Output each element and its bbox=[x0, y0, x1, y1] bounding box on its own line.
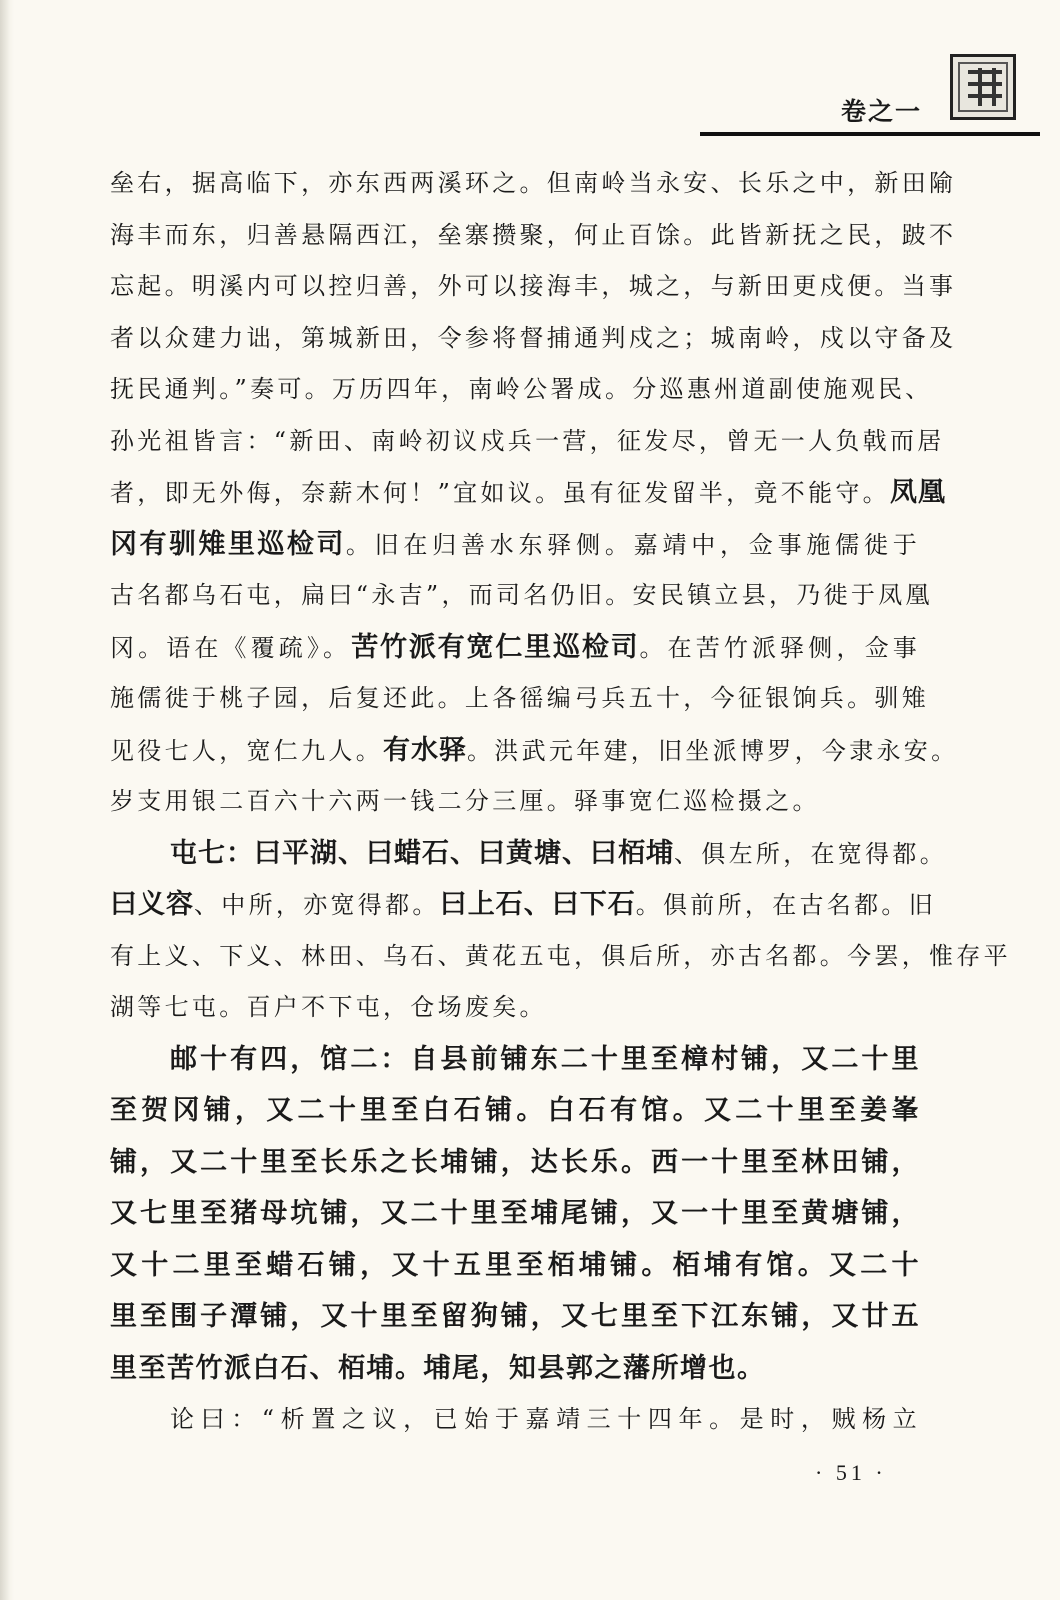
text-segment: 冈。语在《覆疏》。 bbox=[110, 633, 352, 662]
heading-term: 曰义容 bbox=[110, 889, 194, 920]
heading-term: 有水驿 bbox=[383, 734, 467, 766]
text-line bbox=[110, 982, 920, 1034]
text-segment: 见役七人，宽仁九人。 bbox=[110, 736, 383, 765]
text-line bbox=[110, 519, 920, 571]
page-edge-shadow bbox=[0, 0, 14, 1600]
heading-term: 凤凰 bbox=[889, 477, 946, 508]
text-line bbox=[110, 1291, 920, 1343]
text-segment: 。旧在归善水东驿侧。嘉靖中，佥事施儒徙于 bbox=[345, 530, 921, 559]
text-segment: 里至苦竹派白石、栢埔。埔尾，知县郭之藩所增也。 bbox=[110, 1352, 766, 1384]
heading-term: 苦竹派有宽仁里巡检司 bbox=[351, 631, 640, 663]
text-segment: 、俱左所，在宽得都。 bbox=[674, 839, 947, 868]
text-segment: 。洪武元年建，旧坐派博罗，今隶永安。 bbox=[467, 736, 959, 765]
text-segment: 孙光祖皆言：“新田、南岭初议戍兵一营，征发尽，曾无一人负戟而居 bbox=[110, 426, 945, 455]
text-segment: 岁支用银二百六十六两一钱二分三厘。驿事宽仁巡检摄之。 bbox=[110, 787, 820, 815]
text-line bbox=[110, 364, 933, 416]
heading-term: 曰上石、曰下石 bbox=[439, 889, 636, 920]
text-segment: 又十二里至蜡石铺，又十五里至栢埔铺。栢埔有馆。又二十 bbox=[110, 1249, 920, 1281]
body-text bbox=[110, 158, 1011, 1446]
text-segment: 者以众建力诎，第城新田，令参将督捕通判戍之；城南岭，戍以守备及 bbox=[110, 323, 957, 352]
text-segment: 铺，又二十里至长乐之长埔铺，达长乐。西一十里至林田铺， bbox=[110, 1146, 920, 1178]
text-line bbox=[110, 879, 937, 931]
text-line bbox=[110, 776, 920, 828]
text-line bbox=[110, 210, 957, 262]
text-segment: 又七里至猪母坑铺，又二十里至埔尾铺，又一十里至黄塘铺， bbox=[110, 1198, 920, 1229]
text-line bbox=[110, 158, 957, 210]
chapter-title: 卷之一 bbox=[840, 97, 922, 126]
text-segment: 垒右，据高临下，亦东西两溪环之。但南岭当永安、长乐之中，新田隃 bbox=[110, 169, 957, 197]
text-line bbox=[110, 261, 957, 313]
header-rule bbox=[700, 132, 1040, 136]
text-line bbox=[110, 1085, 920, 1137]
text-segment: 。在苦竹派驿侧，佥事 bbox=[639, 633, 921, 662]
text-line bbox=[110, 1240, 920, 1292]
text-line bbox=[110, 673, 929, 725]
text-segment: 有上义、下义、林田、乌石、黄花五屯，俱后所，亦古名都。今罢，惟存平 bbox=[110, 941, 1011, 970]
page-number: · 51 · bbox=[815, 1460, 887, 1485]
text-line bbox=[110, 467, 946, 519]
text-line bbox=[110, 570, 933, 622]
text-segment: 施儒徙于桃子园，后复还此。上各徭编弓兵五十，今征银饷兵。驯雉 bbox=[110, 684, 929, 712]
heading-term: 屯七：曰平湖、曰蜡石、曰黄塘、曰栢埔 bbox=[170, 837, 674, 869]
text-segment: 者，即无外侮，奈薪木何！”宜如议。虽有征发留半，竟不能守。 bbox=[110, 479, 890, 507]
text-line bbox=[110, 931, 1011, 983]
text-segment: 、中所，亦宽得都。 bbox=[194, 891, 440, 919]
text-segment: 古名都乌石屯，扁曰“永吉”，而司名仍旧。安民镇立县，乃徙于凤凰 bbox=[110, 581, 933, 609]
text-line bbox=[110, 1034, 920, 1086]
text-segment: 论曰：“析置之议，已始于嘉靖三十四年。是时，贼杨立 bbox=[170, 1405, 920, 1433]
text-segment: 湖等七屯。百户不下屯，仓场废矣。 bbox=[110, 993, 547, 1021]
text-line bbox=[110, 1188, 920, 1240]
page-header bbox=[700, 40, 1040, 140]
text-line bbox=[110, 1394, 920, 1446]
text-line bbox=[110, 1343, 920, 1395]
text-line bbox=[110, 725, 959, 777]
text-line bbox=[110, 622, 920, 674]
text-segment: 里至围子潭铺，又十里至留狗铺，又七里至下江东铺，又廿五 bbox=[110, 1301, 920, 1332]
text-segment: 海丰而东，归善悬隔西江，垒寨攒聚，何止百馀。此皆新抚之民，跛不 bbox=[110, 220, 957, 249]
text-line bbox=[110, 416, 945, 468]
text-segment: 邮十有四，馆二：自县前铺东二十里至樟村铺，又二十里 bbox=[170, 1043, 920, 1075]
heading-term: 冈有驯雉里巡检司 bbox=[110, 528, 346, 560]
text-line bbox=[110, 828, 947, 880]
text-line bbox=[110, 1137, 920, 1189]
text-segment: 至贺冈铺，又二十里至白石铺。白石有馆。又二十里至姜峯 bbox=[110, 1095, 920, 1126]
text-line bbox=[110, 313, 957, 365]
seal-stamp-icon bbox=[950, 54, 1016, 120]
text-segment: 。俱前所，在古名都。旧 bbox=[635, 891, 937, 919]
text-segment: 忘起。明溪内可以控归善，外可以接海丰，城之，与新田更戍便。当事 bbox=[110, 272, 957, 300]
text-segment: 抚民通判。”奏可。万历四年，南岭公署成。分巡惠州道副使施观民、 bbox=[110, 375, 933, 403]
